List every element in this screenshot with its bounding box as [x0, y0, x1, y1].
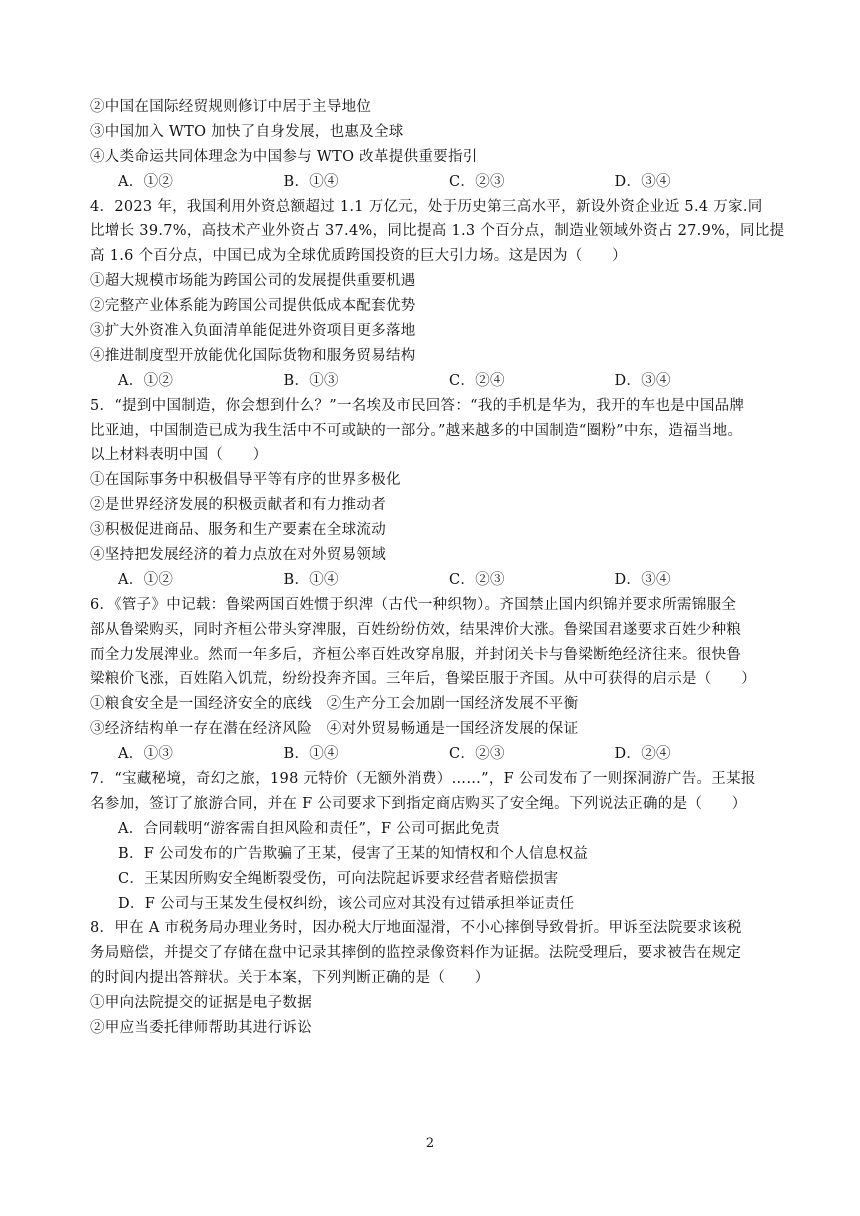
- statement-item: ③经济结构单一存在潜在经济风险 ④对外贸易畅通是一国经济发展的保证: [90, 721, 579, 738]
- question-stem-line: 比亚迪，中国制造已成为我生活中不可或缺的一部分。”越来越多的中国制造“圈粉”中东，造福当地。: [90, 422, 743, 439]
- answer-options: [90, 569, 780, 591]
- choice-b: B．F 公司发布的广告欺骗了王某，侵害了王某的知情权和个人信息权益: [118, 845, 589, 862]
- question-stem-line: 5．“提到中国制造，你会想到什么？”一名埃及市民回答：“我的手机是华为，我开的车也是中国品牌: [90, 397, 745, 414]
- option-b: B．①④: [283, 173, 339, 190]
- statement-item: ③积极促进商品、服务和生产要素在全球流动: [90, 522, 386, 539]
- question-8: [90, 917, 780, 1039]
- option-c: C．②③: [449, 571, 505, 588]
- option-c: C．②④: [449, 372, 505, 389]
- statement-item: ④坚持把发展经济的着力点放在对外贸易领域: [90, 547, 386, 564]
- question-stem-line: 7．“宝藏秘境，奇幻之旅，198 元特价（无额外消费）……”，F 公司发布了一则探洞游广告。王某报: [90, 771, 756, 788]
- question-stem-line: 的时间内提出答辩状。关于本案，下列判断正确的是（ ）: [90, 970, 490, 987]
- choice-a: A．合同载明“游客需自担风险和责任”，F 公司可据此免责: [118, 820, 500, 837]
- statement-item: ④人类命运共同体理念为中国参与 WTO 改革提供重要指引: [90, 148, 478, 165]
- option-d: D．②④: [614, 746, 671, 763]
- statement-item: ②完整产业体系能为跨国公司提供低成本配套优势: [90, 298, 416, 315]
- answer-options: [90, 171, 780, 193]
- option-d: D．③④: [614, 173, 671, 190]
- question-stem-line: 8．甲在 A 市税务局办理业务时，因办税大厅地面湿滑，不小心摔倒导致骨折。甲诉至法院要求该税: [90, 920, 742, 937]
- option-a: A．①②: [118, 571, 174, 588]
- statement-item: ③扩大外资准入负面清单能促进外资项目更多落地: [90, 323, 416, 340]
- answer-options: [90, 743, 780, 765]
- answer-options: [90, 370, 780, 392]
- option-c: C．②③: [449, 173, 505, 190]
- question-stem-line: 6．《管子》中记载：鲁梁两国百姓惯于织渒（古代一种织物）。齐国禁止国内织锦并要求所需锦服全: [90, 596, 737, 613]
- option-c: C．②③: [449, 746, 505, 763]
- question-4: [90, 196, 785, 392]
- question-stem-line: 高 1.6 个百分点，中国已成为全球优质跨国投资的巨大引力场。这是因为（ ）: [90, 248, 627, 265]
- statement-item: ②甲应当委托律师帮助其进行诉讼: [90, 1019, 312, 1036]
- question-6: [90, 594, 780, 765]
- option-d: D．③④: [614, 372, 671, 389]
- option-b: B．①④: [283, 746, 339, 763]
- question-stem-line: 梁粮价飞涨，百姓陷入饥荒，纷纷投奔齐国。三年后，鲁梁臣服于齐国。从中可获得的启示是（ ）: [90, 671, 756, 688]
- question-stem-line: 名参加，签订了旅游合同，并在 F 公司要求下到指定商店购买了安全绳。下列说法正确的是（ ）: [90, 795, 747, 812]
- statement-item: ①甲向法院提交的证据是电子数据: [90, 995, 312, 1012]
- choice-c: C．王某因所购安全绳断裂受伤，可向法院起诉要求经营者赔偿损害: [118, 870, 559, 887]
- question-stem-line: 4．2023 年，我国利用外资总额超过 1.1 万亿元，处于历史第三高水平，新设外资企业近 5.4 万家.同: [90, 198, 763, 215]
- question-stem-line: 务局赔偿，并提交了存储在盘中记录其摔倒的监控录像资料作为证据。法院受理后，要求被告在规定: [90, 945, 742, 962]
- statement-item: ③中国加入 WTO 加快了自身发展，也惠及全球: [90, 123, 404, 140]
- question-stem-line: 比增长 39.7%，高技术产业外资占 37.4%，同比提高 1.3 个百分点，制造业领域外资占 27.9%，同比提: [90, 223, 785, 240]
- option-d: D．③④: [614, 571, 671, 588]
- question-stem-line: 而全力发展渒业。然而一年多后，齐桓公率百姓改穿帛服，并封闭关卡与鲁梁断绝经济往来。很快鲁: [90, 646, 742, 663]
- choice-d: D．F 公司与王某发生侵权纠纷，该公司应对其没有过错承担举证责任: [118, 895, 575, 912]
- question-7: [90, 768, 780, 914]
- statement-item: ①在国际事务中积极倡导平等有序的世界多极化: [90, 472, 401, 489]
- question-3: [90, 96, 780, 193]
- option-a: A．①②: [118, 372, 174, 389]
- page-number: 2: [425, 1136, 435, 1151]
- question-stem-line: 以上材料表明中国（ ）: [90, 447, 268, 464]
- statement-item: ④推进制度型开放能优化国际货物和服务贸易结构: [90, 347, 416, 364]
- option-b: B．①④: [283, 571, 339, 588]
- option-a: A．①③: [118, 746, 174, 763]
- statement-item: ②中国在国际经贸规则修订中居于主导地位: [90, 99, 372, 115]
- statement-item: ①超大规模市场能为跨国公司的发展提供重要机遇: [90, 273, 416, 290]
- question-5: [90, 395, 780, 591]
- option-a: A．①②: [118, 173, 174, 190]
- statement-item: ②是世界经济发展的积极贡献者和有力推动者: [90, 497, 386, 514]
- option-b: B．①③: [283, 372, 339, 389]
- question-stem-line: 部从鲁梁购买，同时齐桓公带头穿渒服，百姓纷纷仿效，结果渒价大涨。鲁梁国君遂要求百姓少种粮: [90, 621, 742, 638]
- statement-item: ①粮食安全是一国经济安全的底线 ②生产分工会加剧一国经济发展不平衡: [90, 696, 579, 713]
